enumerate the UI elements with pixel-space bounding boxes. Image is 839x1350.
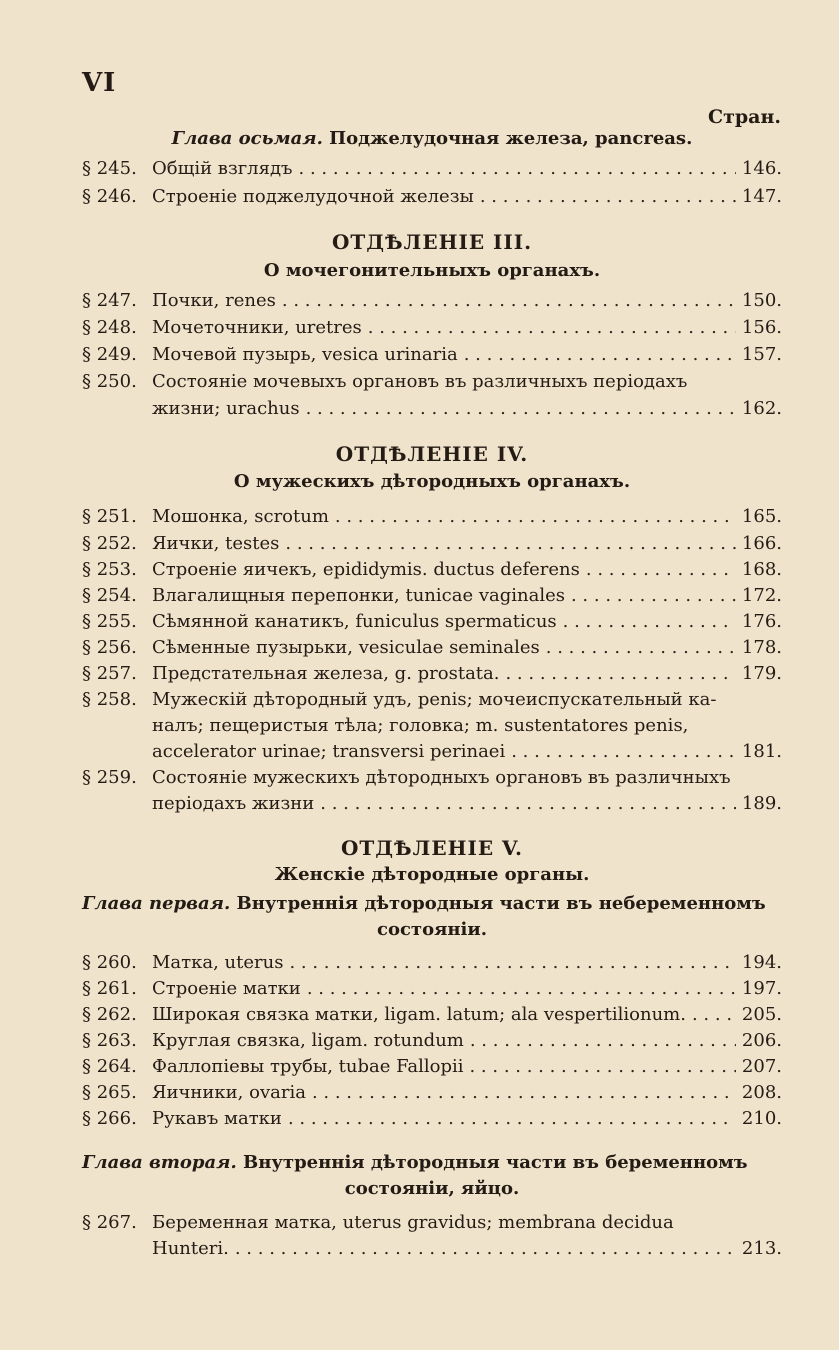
- entry-title-cont: Hunteri.: [152, 1238, 229, 1259]
- toc-entry: [82, 344, 782, 372]
- toc-entry: [82, 186, 782, 214]
- toc-entry: [82, 1056, 782, 1084]
- entry-title: Матка, uterus: [152, 952, 284, 973]
- entry-number: § 248.: [82, 317, 137, 338]
- entry-page: 150.: [741, 290, 782, 311]
- section-subtitle-3: О мочегонительныхъ органахъ.: [263, 260, 601, 281]
- toc-entry: [82, 533, 782, 561]
- entry-number: § 265.: [82, 1082, 137, 1103]
- entry-page: 146.: [741, 158, 782, 179]
- entry-page: 157.: [741, 344, 782, 365]
- entry-title: Строеніе яичекъ, epididymis. ductus deferens: [152, 559, 580, 580]
- entry-number: § 266.: [82, 1108, 137, 1129]
- leader-dots: [470, 1030, 736, 1051]
- entry-page: 178.: [741, 637, 782, 658]
- entry-number: § 254.: [82, 585, 137, 606]
- chapter-label: Глава первая.: [82, 893, 231, 914]
- toc-entry: [82, 637, 782, 665]
- entry-page: 181.: [741, 741, 782, 762]
- leader-dots: [563, 611, 736, 632]
- entry-number: § 249.: [82, 344, 137, 365]
- entry-title: Состояніе мочевыхъ органовъ въ различныхъ періодахъ: [152, 371, 688, 392]
- entry-title: Яичники, ovaria: [152, 1082, 306, 1103]
- entry-number: § 258.: [82, 689, 137, 710]
- leader-dots: [288, 1108, 736, 1129]
- entry-number: § 255.: [82, 611, 137, 632]
- toc-entry: [82, 1004, 782, 1032]
- section-title-5: ОТДѢЛЕНІЕ V.: [340, 836, 524, 860]
- chapter-label: Глава вторая.: [82, 1152, 237, 1173]
- entry-page: 194.: [741, 952, 782, 973]
- entry-number: § 267.: [82, 1212, 137, 1233]
- entry-title: Влагалищныя перепонки, tunicae vaginales: [152, 585, 565, 606]
- toc-entry-continuation: [152, 398, 782, 426]
- toc-entry: [82, 1030, 782, 1058]
- leader-dots: [320, 793, 736, 814]
- entry-page: 156.: [741, 317, 782, 338]
- entry-title-cont: налъ; пещеристыя тѣла; головка; m. sustentatores penis,: [152, 715, 689, 736]
- section-title-3: ОТДѢЛЕНІЕ III.: [331, 230, 533, 254]
- leader-dots: [571, 585, 736, 606]
- toc-entry: [82, 290, 782, 318]
- entry-page: 213.: [741, 1238, 782, 1259]
- toc-entry: [82, 1108, 782, 1136]
- entry-title: Яички, testes: [152, 533, 280, 554]
- entry-page: 162.: [741, 398, 782, 419]
- leader-dots: [511, 741, 736, 762]
- entry-number: § 262.: [82, 1004, 137, 1025]
- leader-dots: [289, 952, 735, 973]
- entry-page: 147.: [741, 186, 782, 207]
- leader-dots: [505, 663, 735, 684]
- toc-entry: [82, 952, 782, 980]
- entry-page: 210.: [741, 1108, 782, 1129]
- entry-page: 205.: [741, 1004, 782, 1025]
- entry-page: 165.: [741, 506, 782, 527]
- toc-entry-continuation: [152, 741, 782, 769]
- chapter-title: Внутреннія дѣтородныя части въ беременномъ: [243, 1152, 748, 1173]
- entry-title: Строеніе поджелудочной железы: [152, 186, 474, 207]
- section-subtitle-5: Женскіе дѣтородные органы.: [274, 864, 590, 885]
- chapter-title: Поджелудочная железа, pancreas.: [329, 128, 693, 149]
- entry-page: 208.: [741, 1082, 782, 1103]
- entry-number: § 247.: [82, 290, 137, 311]
- chapter-title-cont: состояніи.: [376, 919, 487, 940]
- toc-entry-continuation: [152, 1238, 782, 1266]
- toc-entry: [82, 689, 782, 717]
- entry-number: § 253.: [82, 559, 137, 580]
- chapter-heading-2: [82, 1152, 782, 1173]
- entry-page: 206.: [741, 1030, 782, 1051]
- entry-number: § 257.: [82, 663, 137, 684]
- leader-dots: [285, 533, 736, 554]
- toc-entry: [82, 371, 782, 399]
- toc-entry: [82, 158, 782, 186]
- chapter-heading-8: [82, 128, 782, 149]
- entry-number: § 250.: [82, 371, 137, 392]
- entry-title: Беременная матка, uterus gravidus; membrana decidua: [152, 1212, 674, 1233]
- entry-number: § 263.: [82, 1030, 137, 1051]
- entry-number: § 256.: [82, 637, 137, 658]
- toc-entry: [82, 663, 782, 691]
- leader-dots: [368, 317, 736, 338]
- chapter-heading-1: [82, 893, 782, 914]
- toc-entry: [82, 506, 782, 534]
- entry-page: 166.: [741, 533, 782, 554]
- entry-title: Состояніе мужескихъ дѣтородныхъ органовъ въ различныхъ: [152, 767, 731, 788]
- entry-page: 197.: [741, 978, 782, 999]
- section-subtitle-4: О мужескихъ дѣтородныхъ органахъ.: [233, 471, 631, 492]
- entry-title: Мужескій дѣтородный удъ, penis; мочеиспускательный ка-: [152, 689, 717, 710]
- entry-number: § 252.: [82, 533, 137, 554]
- toc-entry: [82, 559, 782, 587]
- toc-entry: [82, 1212, 782, 1240]
- toc-entry: [82, 767, 782, 795]
- entry-title: Широкая связка матки, ligam. latum; ala vespertilionum.: [152, 1004, 686, 1025]
- entry-number: § 261.: [82, 978, 137, 999]
- leader-dots: [307, 978, 736, 999]
- page-folio: VI: [82, 68, 117, 98]
- entry-page: 168.: [741, 559, 782, 580]
- entry-page: 207.: [741, 1056, 782, 1077]
- leader-dots: [480, 186, 736, 207]
- leader-dots: [235, 1238, 736, 1259]
- entry-title: Почки, renes: [152, 290, 276, 311]
- entry-title-cont: жизни; urachus: [152, 398, 300, 419]
- toc-entry: [82, 317, 782, 345]
- leader-dots: [299, 158, 736, 179]
- page-column-label: Стран.: [707, 106, 781, 128]
- entry-page: 179.: [741, 663, 782, 684]
- entry-title: Мочевой пузырь, vesica urinaria: [152, 344, 458, 365]
- entry-page: 176.: [741, 611, 782, 632]
- entry-number: § 246.: [82, 186, 137, 207]
- leader-dots: [469, 1056, 735, 1077]
- entry-title: Строеніе матки: [152, 978, 301, 999]
- leader-dots: [282, 290, 736, 311]
- entry-title: Мошонка, scrotum: [152, 506, 329, 527]
- section-title-4: ОТДѢЛЕНІЕ IV.: [335, 442, 529, 466]
- entry-number: § 260.: [82, 952, 137, 973]
- entry-title-cont: періодахъ жизни: [152, 793, 315, 814]
- chapter-title-cont: состояніи, яйцо.: [344, 1178, 520, 1199]
- toc-entry-continuation: [152, 793, 782, 821]
- chapter-title: Внутреннія дѣтородныя части въ небеременномъ: [236, 893, 766, 914]
- entry-title: Круглая связка, ligam. rotundum: [152, 1030, 464, 1051]
- toc-entry: [82, 611, 782, 639]
- entry-title-cont: accelerator urinae; transversi perinaei: [152, 741, 506, 762]
- toc-entry-continuation: [152, 715, 782, 743]
- leader-dots: [586, 559, 736, 580]
- entry-number: § 259.: [82, 767, 137, 788]
- leader-dots: [546, 637, 736, 658]
- leader-dots: [335, 506, 736, 527]
- entry-number: § 251.: [82, 506, 137, 527]
- entry-title: Общій взглядъ: [152, 158, 293, 179]
- entry-title: Сѣменные пузырьки, vesiculae seminales: [152, 637, 540, 658]
- entry-title: Мочеточники, uretres: [152, 317, 362, 338]
- chapter-label: Глава осьмая.: [171, 128, 323, 149]
- toc-entry: [82, 978, 782, 1006]
- entry-number: § 264.: [82, 1056, 137, 1077]
- entry-number: § 245.: [82, 158, 137, 179]
- leader-dots: [312, 1082, 736, 1103]
- entry-title: Сѣмянной канатикъ, funiculus spermaticus: [152, 611, 557, 632]
- toc-entry: [82, 1082, 782, 1110]
- entry-page: 172.: [741, 585, 782, 606]
- leader-dots: [464, 344, 736, 365]
- entry-title: Рукавъ матки: [152, 1108, 282, 1129]
- leader-dots: [692, 1004, 736, 1025]
- leader-dots: [306, 398, 736, 419]
- entry-title: Предстательная железа, g. prostata.: [152, 663, 500, 684]
- entry-page: 189.: [741, 793, 782, 814]
- toc-entry: [82, 585, 782, 613]
- entry-title: Фаллопіевы трубы, tubae Fallopii: [152, 1056, 464, 1077]
